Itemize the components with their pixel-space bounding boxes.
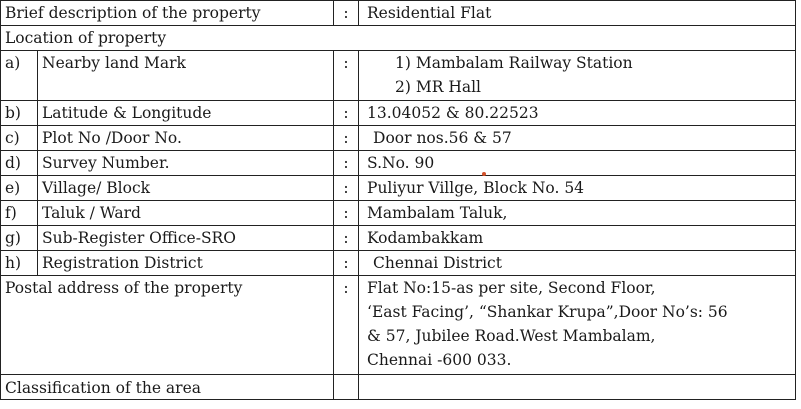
survey-number-label: Survey Number. [38,151,334,176]
nearby-landmark-value [359,51,796,101]
colon-separator: : [334,251,359,276]
landmark-item: 2) MR Hall [395,78,481,96]
sub-register-office-value: Kodambakkam [359,226,796,251]
row-postal-address [1,276,796,375]
row-letter: a) [1,51,38,101]
colon-separator: : [334,151,359,176]
colon-separator: : [334,126,359,151]
row-letter: f) [1,201,38,226]
address-line: & 57, Jubilee Road.West Mambalam, [367,327,656,345]
row-taluk-ward [1,201,796,226]
row-letter: b) [1,101,38,126]
stray-dot-mark [482,172,486,176]
plot-door-value: Door nos.56 & 57 [359,126,796,151]
brief-description-label: Brief description of the property [1,1,334,26]
row-letter: d) [1,151,38,176]
classification-value-empty [359,375,796,400]
address-line: Chennai -600 033. [367,351,512,369]
village-block-value: Puliyur Villge, Block No. 54 [359,176,796,201]
registration-district-label: Registration District [38,251,334,276]
colon-separator: : [334,226,359,251]
sub-register-office-label: Sub-Register Office-SRO [38,226,334,251]
row-plot-door [1,126,796,151]
colon-separator: : [334,1,359,26]
row-sub-register-office [1,226,796,251]
row-village-block [1,176,796,201]
colon-cell-empty [334,375,359,400]
row-classification [1,375,796,400]
taluk-ward-label: Taluk / Ward [38,201,334,226]
colon-separator: : [334,201,359,226]
row-survey-number [1,151,796,176]
row-registration-district [1,251,796,276]
landmark-list [367,51,791,99]
colon-separator: : [334,176,359,201]
registration-district-value: Chennai District [359,251,796,276]
classification-label: Classification of the area [1,375,334,400]
row-location-heading [1,26,796,51]
lat-long-label: Latitude & Longitude [38,101,334,126]
brief-description-value: Residential Flat [359,1,796,26]
colon-separator: : [334,101,359,126]
address-line: ‘East Facing’, “Shankar Krupa”,Door No’s: 56 [367,303,728,321]
landmark-item: 1) Mambalam Railway Station [395,54,633,72]
postal-address-value [359,276,796,375]
colon-separator: : [334,51,359,101]
row-brief-description [1,1,796,26]
plot-door-label: Plot No /Door No. [38,126,334,151]
address-line: Flat No:15-as per site, Second Floor, [367,279,656,297]
survey-number-value: S.No. 90 [359,151,796,176]
taluk-ward-value: Mambalam Taluk, [359,201,796,226]
village-block-label: Village/ Block [38,176,334,201]
row-lat-long [1,101,796,126]
row-letter: g) [1,226,38,251]
colon-separator: : [334,276,359,375]
lat-long-value: 13.04052 & 80.22523 [359,101,796,126]
row-letter: e) [1,176,38,201]
location-heading: Location of property [1,26,796,51]
nearby-landmark-label: Nearby land Mark [38,51,334,101]
row-letter: h) [1,251,38,276]
row-nearby-landmark [1,51,796,101]
postal-address-label: Postal address of the property [1,276,334,375]
row-letter: c) [1,126,38,151]
